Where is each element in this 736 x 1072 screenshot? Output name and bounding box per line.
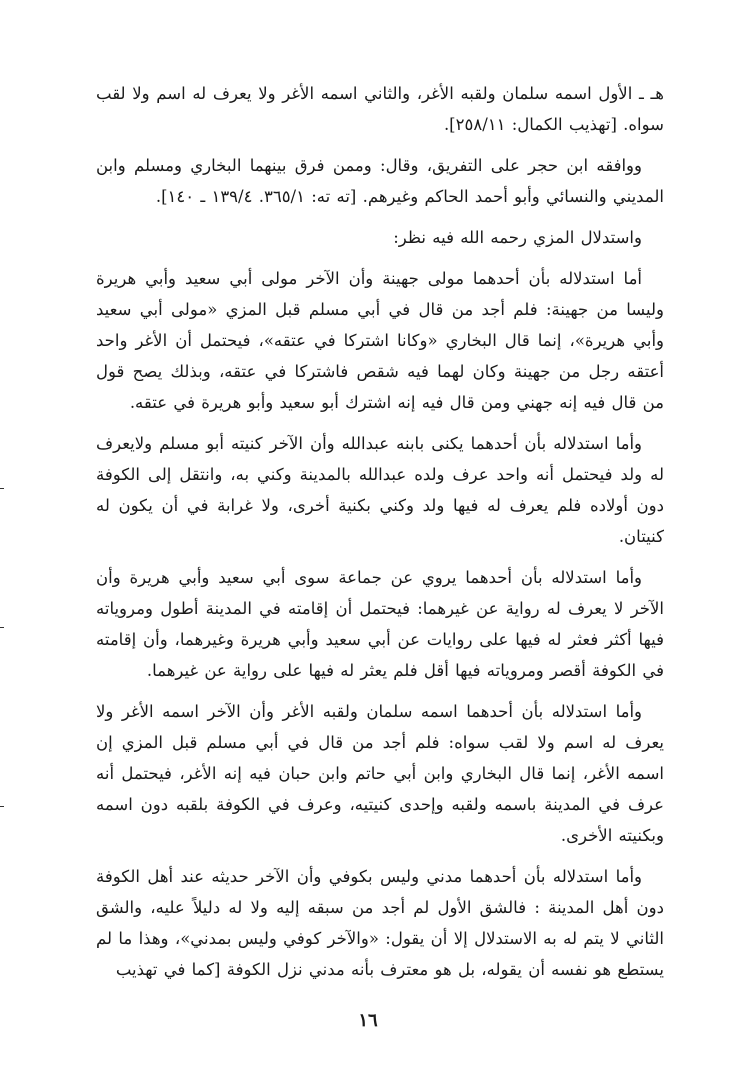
paragraph-1: هـ ـ الأول اسمه سلمان ولقبه الأغر، والثاني اسمه الأغر ولا يعرف له اسم ولا لقب سواه. [تهذيب الكمال: ٢٥٨/١١]. <box>96 84 664 134</box>
margin-tick <box>0 627 4 628</box>
page-number: ١٦ <box>358 1010 378 1031</box>
paragraph-4: أما استدلاله بأن أحدهما مولى جهينة وأن الآخر مولى أبي سعيد وأبي هريرة وليسا من جهينة: فلم أجد من قال في أبي مسلم قبل المزي «مولى أبي سعيد وأبي هريرة»، إنما قال البخاري «وكانا اشتركا في عتقه»، فيحتمل أن الأغر واحد أعتقه رجل من جهينة وكان لهما فيه شقص فاشتركا في عتقه، وبذلك يصح قول من قال فيه إنه جهني ومن قال فيه إنه اشترك أبو سعيد وأبو هريرة في عتقه. <box>96 269 664 412</box>
paragraph-8: وأما استدلاله بأن أحدهما مدني وليس بكوفي وأن الآخر حديثه عند أهل الكوفة دون أهل المدينة : فالشق الأول لم أجد من سبقه إليه ولا له دليلاً عليه، والشق الثاني لا يتم له به الاستدلال إلا أن يقول: «والآخر كوفي وليس بمدني»، وهذا ما لم يستطع هو نفسه أن يقوله، بل هو معترف بأنه مدني نزل الكوفة [كما في تهذيب <box>96 867 664 979</box>
paragraph-3: واستدلال المزي رحمه الله فيه نظر: <box>393 228 642 247</box>
paragraph-7: وأما استدلاله بأن أحدهما اسمه سلمان ولقبه الأغر وأن الآخر اسمه الأغر ولا يعرف له اسم ولا لقب سواه: فلم أجد من قال في أبي مسلم قبل المزي إن اسمه الأغر، إنما قال البخاري وابن أبي حاتم وابن حبان فيه إنه الأغر، فيحتمل أنه عرف في المدينة باسمه ولقبه وإحدى كنيتيه، وعرف في الكوفة بلقبه دون اسمه وبكنيته الأخرى. <box>96 702 664 845</box>
margin-tick <box>0 806 4 807</box>
paragraph-2: ووافقه ابن حجر على التفريق، وقال: وممن فرق بينهما البخاري ومسلم وابن المديني والنسائي وأبو أحمد الحاكم وغيرهم. [ته ته: ٣٦٥/١. ١٣٩/٤ ـ ١٤٠]. <box>96 156 664 206</box>
paragraph-5: وأما استدلاله بأن أحدهما يكنى بابنه عبدالله وأن الآخر كنيته أبو مسلم ولايعرف له ولد فيحتمل أنه واحد عرف ولده عبدالله بالمدينة وكني به، وانتقل إلى الكوفة دون أولاده فلم يعرف له فيها ولد وكني بكنية أخرى، ولا غرابة في أن يكون له كنيتان. <box>96 434 664 546</box>
page-body <box>96 78 664 995</box>
margin-tick <box>0 488 4 489</box>
paragraph-6: وأما استدلاله بأن أحدهما يروي عن جماعة سوى أبي سعيد وأبي هريرة وأن الآخر لا يعرف له رواية عن غيرهما: فيحتمل أن إقامته في المدينة أطول ومروياته فيها أكثر فعثر له فيها على روايات عن أبي سعيد وأبي هريرة وغيرهما، وأن إقامته في الكوفة أقصر ومروياته فيها أقل فلم يعثر له فيها على رواية عن غيرهما. <box>96 568 664 680</box>
